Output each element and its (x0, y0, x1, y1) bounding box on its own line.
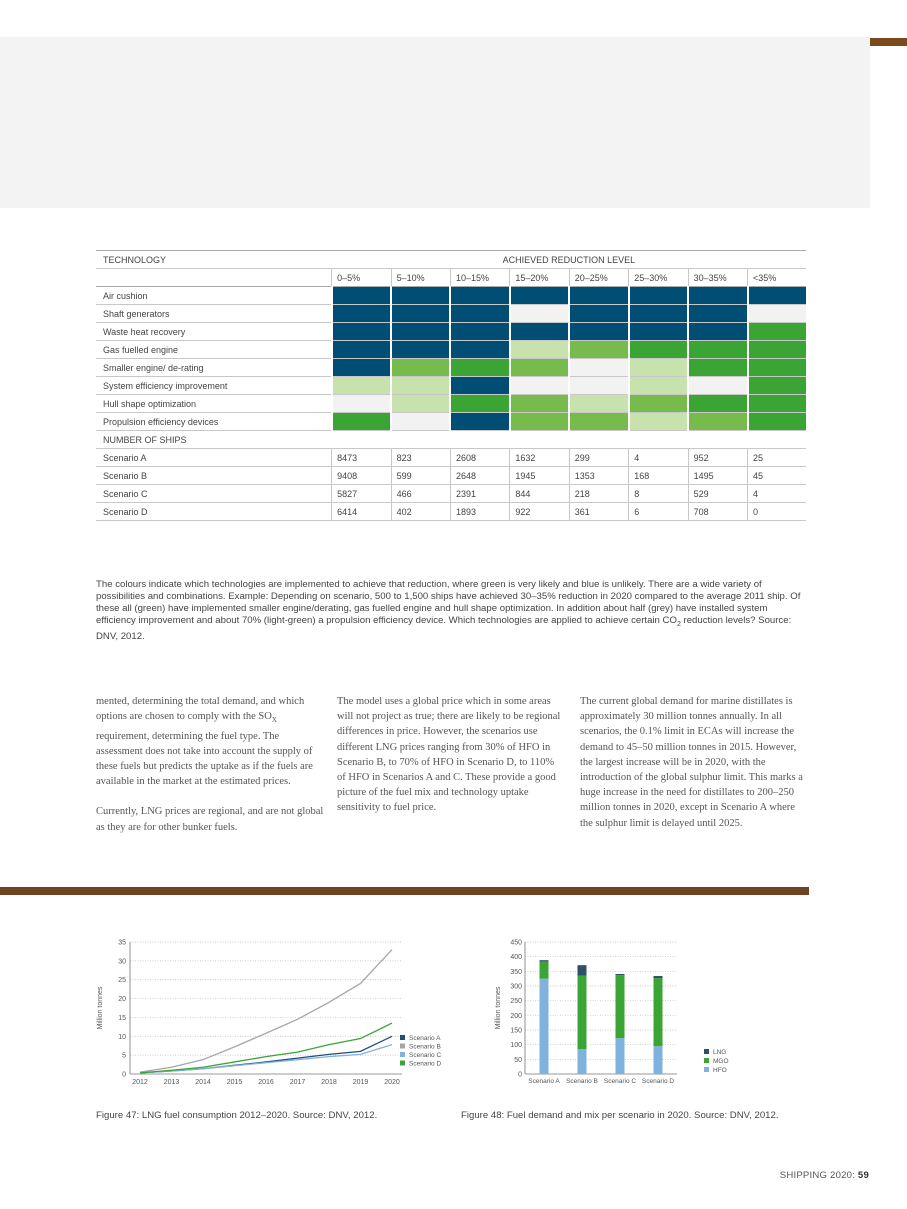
ships-header-row (96, 431, 806, 449)
legend-label: MGO (713, 1058, 729, 1065)
y-tick-label: 0 (122, 1071, 126, 1079)
likelihood-cell (688, 377, 747, 395)
likelihood-cell (629, 323, 688, 341)
technology-row (96, 395, 806, 413)
ship-count: 168 (629, 467, 688, 485)
y-tick-label: 10 (118, 1033, 126, 1041)
ship-count: 6414 (332, 503, 391, 521)
ship-count: 1945 (510, 467, 569, 485)
ship-count: 2608 (450, 449, 509, 467)
legend-label: Scenario D (409, 1060, 442, 1068)
likelihood-cell (748, 359, 807, 377)
technology-name: Gas fuelled engine (96, 341, 332, 359)
likelihood-cell (629, 305, 688, 323)
likelihood-cell (688, 341, 747, 359)
likelihood-cell (510, 287, 569, 305)
ship-count: 708 (688, 503, 747, 521)
figure-47-caption: Figure 47: LNG fuel consumption 2012–2020. Source: DNV, 2012. (96, 1110, 378, 1121)
bar-mgo (540, 962, 549, 979)
blank-cell (332, 431, 806, 449)
ship-count: 1495 (688, 467, 747, 485)
level-header-row (96, 269, 806, 287)
ship-count: 2648 (450, 467, 509, 485)
y-tick-label: 400 (510, 954, 522, 962)
legend-label: LNG (713, 1049, 727, 1056)
likelihood-cell (688, 323, 747, 341)
y-tick-label: 35 (118, 939, 126, 947)
likelihood-cell (391, 305, 450, 323)
likelihood-cell (688, 287, 747, 305)
technology-row (96, 359, 806, 377)
ship-count: 1632 (510, 449, 569, 467)
reduction-level-label: 10–15% (450, 269, 509, 287)
likelihood-cell (748, 341, 807, 359)
likelihood-cell (332, 395, 391, 413)
technology-row (96, 341, 806, 359)
page-number: 59 (857, 1170, 869, 1181)
table-header-row (96, 251, 806, 269)
technology-row (96, 287, 806, 305)
technology-reduction-table (96, 250, 806, 521)
x-tick-label: 2013 (163, 1079, 180, 1086)
likelihood-cell (391, 359, 450, 377)
likelihood-cell (450, 377, 509, 395)
likelihood-cell (748, 395, 807, 413)
series-line-scenario-c (140, 1045, 392, 1073)
ship-count: 8473 (332, 449, 391, 467)
ship-count: 1893 (450, 503, 509, 521)
likelihood-cell (391, 287, 450, 305)
bar-lng (578, 965, 587, 976)
y-axis-label: Million tonnes (97, 986, 104, 1030)
body-column-3 (580, 694, 808, 846)
ship-count: 844 (510, 485, 569, 503)
likelihood-cell (332, 305, 391, 323)
likelihood-cell (450, 323, 509, 341)
ship-count: 0 (748, 503, 807, 521)
legend-swatch (400, 1044, 405, 1049)
paragraph: mented, determining the total demand, and which options are chosen to comply with the $SO_X$ requirement, determining the fuel type. The assessment does not take into account the supply of these fuels but predicts the uptake as if the fuels are available in the market at the estimated prices. (96, 696, 313, 788)
reduction-level-label: 25–30% (629, 269, 688, 287)
reduction-level-label: 20–25% (569, 269, 628, 287)
y-tick-label: 25 (118, 977, 126, 985)
x-tick-label: Scenario B (566, 1078, 598, 1085)
likelihood-cell (569, 323, 628, 341)
x-tick-label: 2014 (195, 1079, 211, 1086)
reduction-level-label: 0–5% (332, 269, 391, 287)
ship-count: 8 (629, 485, 688, 503)
ship-count: 1353 (569, 467, 628, 485)
series-line-scenario-b (140, 950, 392, 1073)
technology-row (96, 377, 806, 395)
ship-count: 299 (569, 449, 628, 467)
likelihood-cell (748, 305, 807, 323)
section-divider (0, 887, 809, 895)
technology-name: Hull shape optimization (96, 395, 332, 413)
likelihood-cell (450, 287, 509, 305)
lng-consumption-line-chart (90, 930, 460, 1092)
x-tick-label: 2020 (384, 1079, 400, 1086)
likelihood-cell (629, 341, 688, 359)
likelihood-cell (510, 377, 569, 395)
reduction-level-label: 15–20% (510, 269, 569, 287)
reduction-level-label: 30–35% (688, 269, 747, 287)
likelihood-cell (748, 413, 807, 431)
technology-name: Waste heat recovery (96, 323, 332, 341)
likelihood-cell (569, 377, 628, 395)
y-tick-label: 20 (118, 996, 126, 1004)
y-tick-label: 450 (510, 939, 522, 947)
likelihood-cell (629, 359, 688, 377)
x-tick-label: 2015 (226, 1079, 243, 1086)
x-tick-label: 2012 (132, 1079, 148, 1086)
likelihood-cell (450, 413, 509, 431)
ship-count: 218 (569, 485, 628, 503)
scenario-name: Scenario C (96, 485, 332, 503)
header-banner (0, 37, 870, 208)
likelihood-cell (332, 359, 391, 377)
likelihood-cell (629, 287, 688, 305)
bar-hfo (616, 1038, 625, 1074)
reduction-level-header: ACHIEVED REDUCTION LEVEL (332, 251, 806, 269)
likelihood-cell (688, 395, 747, 413)
figure-48-caption: Figure 48: Fuel demand and mix per scenario in 2020. Source: DNV, 2012. (461, 1110, 779, 1121)
technology-name: Air cushion (96, 287, 332, 305)
bar-lng (616, 974, 625, 975)
blank-cell (96, 269, 332, 287)
likelihood-cell (629, 395, 688, 413)
likelihood-cell (450, 359, 509, 377)
scenario-name: Scenario B (96, 467, 332, 485)
y-tick-label: 150 (510, 1027, 522, 1035)
technology-name: Smaller engine/ de-rating (96, 359, 332, 377)
likelihood-cell (569, 305, 628, 323)
likelihood-cell (391, 395, 450, 413)
corner-accent-bar (870, 38, 907, 46)
legend-label: Scenario B (409, 1043, 441, 1051)
ship-count: 2391 (450, 485, 509, 503)
scenario-row (96, 503, 806, 521)
paragraph: Currently, LNG prices are regional, and are not global as they are for other bunker fuels. (96, 806, 324, 833)
fuel-mix-bar-chart (490, 930, 750, 1092)
x-tick-label: 2018 (321, 1079, 337, 1086)
ship-count: 599 (391, 467, 450, 485)
legend-swatch (704, 1058, 709, 1063)
likelihood-cell (510, 395, 569, 413)
likelihood-cell (569, 287, 628, 305)
technology-name: Propulsion efficiency devices (96, 413, 332, 431)
likelihood-cell (332, 413, 391, 431)
likelihood-cell (510, 323, 569, 341)
legend-swatch (704, 1049, 709, 1054)
likelihood-cell (569, 395, 628, 413)
y-tick-label: 50 (514, 1056, 522, 1064)
likelihood-cell (748, 287, 807, 305)
likelihood-cell (688, 413, 747, 431)
bar-mgo (654, 978, 663, 1046)
body-column-1 (96, 694, 324, 850)
y-tick-label: 0 (518, 1071, 522, 1079)
likelihood-cell (450, 341, 509, 359)
likelihood-cell (332, 287, 391, 305)
likelihood-cell (332, 323, 391, 341)
ship-count: 922 (510, 503, 569, 521)
ship-count: 4 (629, 449, 688, 467)
x-tick-label: Scenario A (528, 1078, 560, 1085)
ship-count: 9408 (332, 467, 391, 485)
legend-swatch (400, 1035, 405, 1040)
x-tick-label: 2017 (289, 1079, 306, 1086)
reduction-level-label: <35% (748, 269, 807, 287)
scenario-row (96, 449, 806, 467)
bar-hfo (578, 1049, 587, 1074)
ship-count: 5827 (332, 485, 391, 503)
y-tick-label: 350 (510, 968, 522, 976)
likelihood-cell (569, 359, 628, 377)
legend-label: Scenario A (409, 1035, 441, 1042)
likelihood-cell (450, 305, 509, 323)
scenario-row (96, 485, 806, 503)
paragraph: The model uses a global price which in some areas will not project as true; there are likely to be regional differences in price. However, the scenarios use different LNG prices ranging from 30% of HFO in Scenario B, to 70% of HFO in Scenario D, to 110% of HFO in Scenarios A and C. These provide a good picture of the fuel mix and technology uptake sensitivity to fuel price. (337, 696, 561, 814)
technology-row (96, 305, 806, 323)
ships-header: NUMBER OF SHIPS (96, 431, 332, 449)
ship-count: 529 (688, 485, 747, 503)
likelihood-cell (569, 341, 628, 359)
likelihood-cell (510, 305, 569, 323)
bar-mgo (578, 976, 587, 1049)
likelihood-cell (629, 413, 688, 431)
ship-count: 6 (629, 503, 688, 521)
likelihood-cell (510, 413, 569, 431)
ship-count: 45 (748, 467, 807, 485)
ship-count: 823 (391, 449, 450, 467)
likelihood-cell (748, 377, 807, 395)
likelihood-cell (629, 377, 688, 395)
likelihood-cell (391, 413, 450, 431)
legend-label: HFO (713, 1067, 727, 1074)
legend-swatch (704, 1067, 709, 1072)
likelihood-cell (510, 341, 569, 359)
y-tick-label: 200 (510, 1012, 522, 1020)
y-tick-label: 100 (510, 1042, 522, 1050)
likelihood-cell (391, 323, 450, 341)
y-tick-label: 5 (122, 1052, 126, 1060)
ship-count: 466 (391, 485, 450, 503)
page-footer: SHIPPING 2020: 59 (779, 1170, 869, 1181)
likelihood-cell (688, 305, 747, 323)
technology-name: System efficiency improvement (96, 377, 332, 395)
bar-lng (654, 976, 663, 978)
likelihood-cell (450, 395, 509, 413)
bar-mgo (616, 975, 625, 1038)
scenario-name: Scenario D (96, 503, 332, 521)
scenario-row (96, 467, 806, 485)
x-tick-label: 2019 (352, 1079, 369, 1086)
technology-header: TECHNOLOGY (96, 251, 332, 269)
ship-count: 361 (569, 503, 628, 521)
reduction-level-label: 5–10% (391, 269, 450, 287)
ship-count: 4 (748, 485, 807, 503)
bar-hfo (540, 979, 549, 1074)
technology-row (96, 413, 806, 431)
ship-count: 25 (748, 449, 807, 467)
y-axis-label: Million tonnes (495, 986, 502, 1030)
likelihood-cell (748, 323, 807, 341)
likelihood-cell (569, 413, 628, 431)
legend-label: Scenario C (409, 1052, 442, 1059)
paragraph: The current global demand for marine distillates is approximately 30 million tonnes annually. In all scenarios, the 0.1% limit in ECAs will increase the demand to 45–50 million tonnes in 2015. However, the largest increase will be in 2020, with the introduction of the global sulphur limit. This marks a huge increase in the need for distillates to 200–250 million tonnes in 2020, except in Scenario A where the sulphur limit is delayed until 2025. (580, 696, 803, 829)
likelihood-cell (391, 377, 450, 395)
body-column-2 (337, 694, 565, 831)
y-tick-label: 300 (510, 983, 522, 991)
y-tick-label: 30 (118, 958, 126, 966)
y-tick-label: 15 (118, 1014, 126, 1022)
legend-swatch (400, 1061, 405, 1066)
legend-swatch (400, 1052, 405, 1057)
x-tick-label: 2016 (258, 1079, 274, 1086)
technology-name: Shaft generators (96, 305, 332, 323)
ship-count: 402 (391, 503, 450, 521)
x-tick-label: Scenario C (603, 1078, 637, 1085)
technology-row (96, 323, 806, 341)
bar-lng (540, 960, 549, 961)
likelihood-cell (391, 341, 450, 359)
likelihood-cell (688, 359, 747, 377)
y-tick-label: 250 (510, 998, 522, 1006)
table-caption: The colours indicate which technologies are implemented to achieve that reduction, where green is very likely and blue is unlikely. There are a wide variety of possibilities and combinations. Example: Depending on scenario, 500 to 1,500 ships have achieved 30–35% reduction in 2020 compared to the average 2011 ship. Of these all (green) have implemented smaller engine/derating, gas fuelled engine and hull shape optimization. In addition about half (grey) have installed system efficiency improvement and about 70% (light-green) a propulsion efficiency device. Which technologies are applied to achieve certain $CO_2$ reduction levels? Source: DNV, 2012. (96, 579, 801, 642)
likelihood-cell (332, 341, 391, 359)
scenario-name: Scenario A (96, 449, 332, 467)
bar-hfo (654, 1046, 663, 1074)
likelihood-cell (332, 377, 391, 395)
ship-count: 952 (688, 449, 747, 467)
x-tick-label: Scenario D (641, 1078, 675, 1085)
likelihood-cell (510, 359, 569, 377)
